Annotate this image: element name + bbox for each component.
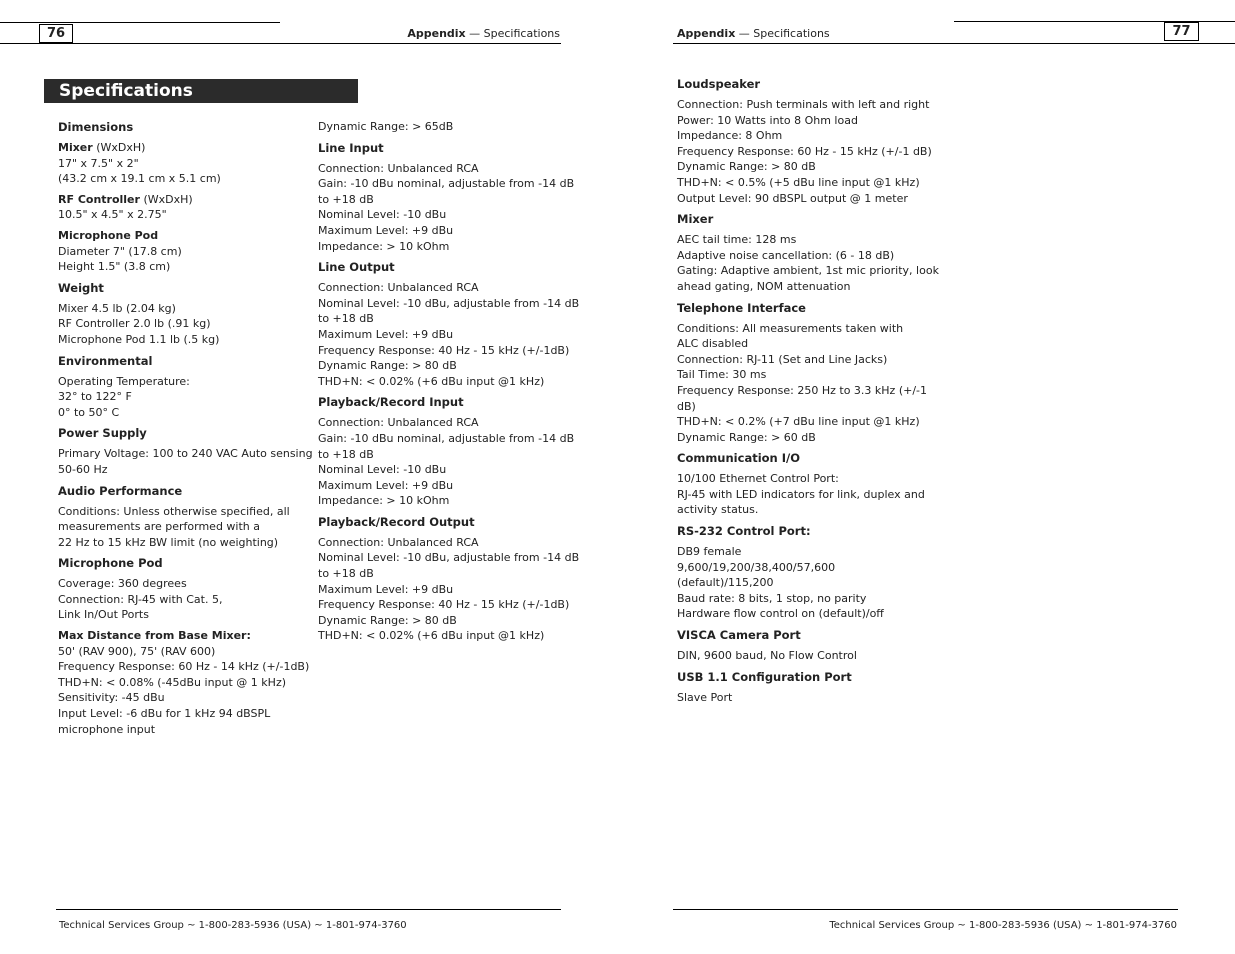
footer-rule-right	[673, 909, 1178, 910]
spec-line: (43.2 cm x 19.1 cm x 5.1 cm)	[58, 172, 221, 186]
spec-column-3	[677, 76, 939, 705]
spec-line: 10.5" x 4.5" x 2.75"	[58, 208, 167, 222]
running-header-left	[407, 27, 560, 40]
spec-heading: Microphone Pod	[58, 556, 163, 571]
spec-line: Dynamic Range: > 80 dB	[318, 613, 457, 627]
spec-line: measurements are performed with a	[58, 520, 260, 534]
spec-subheading	[58, 140, 308, 156]
spec-subheading	[58, 192, 308, 208]
spec-line: ahead gating, NOM attenuation	[677, 279, 851, 293]
spec-line: Frequency Response: 60 Hz - 14 kHz (+/-1dB)	[58, 660, 310, 674]
spec-subheading	[58, 228, 308, 244]
spec-line: Nominal Level: -10 dBu	[318, 208, 447, 222]
spec-line: 17" x 7.5" x 2"	[58, 156, 139, 170]
spec-line: Conditions: Unless otherwise specified, all	[58, 504, 290, 518]
spec-line: activity status.	[677, 503, 759, 517]
spec-heading: Dimensions	[58, 120, 134, 134]
footer-rule-left	[56, 909, 561, 910]
spec-line: THD+N: < 0.2% (+7 dBu line input @1 kHz)	[677, 415, 920, 429]
spec-heading: Telephone Interface	[677, 300, 806, 315]
spec-column-1	[58, 119, 313, 737]
spec-line: DIN, 9600 baud, No Flow Control	[677, 649, 857, 663]
spec-line: 32° to 122° F	[58, 390, 132, 404]
spec-heading: Playback/Record Input	[318, 395, 464, 410]
spec-line: to +18 dB	[318, 312, 374, 326]
spec-line: microphone input	[58, 722, 156, 736]
spec-line: 9,600/19,200/38,400/57,600	[677, 560, 836, 574]
spec-line: Impedance: > 10 kOhm	[318, 239, 450, 253]
spec-line: 50-60 Hz	[58, 462, 108, 476]
spec-line: Coverage: 360 degrees	[58, 577, 187, 591]
spec-line: Diameter 7" (17.8 cm)	[58, 244, 182, 258]
spec-heading: Line Output	[318, 260, 395, 275]
spec-subheading-label: Microphone Pod	[58, 228, 159, 242]
running-header-section: Appendix	[407, 27, 466, 40]
header-rule-top-left	[0, 22, 280, 23]
spec-line: Operating Temperature:	[58, 374, 190, 388]
spec-heading: Environmental	[58, 353, 153, 368]
spec-line: Connection: Unbalanced RCA	[318, 281, 479, 295]
spec-heading: RS-232 Control Port:	[677, 524, 811, 539]
spec-line: Dynamic Range: > 80 dB	[318, 359, 457, 373]
spec-line: Adaptive noise cancellation: (6 - 18 dB)	[677, 248, 895, 262]
spec-line: Hardware flow control on (default)/off	[677, 607, 884, 621]
spec-heading: Weight	[58, 280, 104, 295]
running-header-right	[677, 27, 830, 40]
spec-line: Mixer 4.5 lb (2.04 kg)	[58, 301, 176, 315]
footer-right: Technical Services Group ~ 1-800-283-5936 (USA) ~ 1-801-974-3760	[829, 920, 1177, 931]
spec-subheading-label: Mixer	[58, 141, 93, 154]
spec-line: Frequency Response: 250 Hz to 3.3 kHz (+/-1	[677, 383, 928, 397]
running-header-section: Appendix	[677, 27, 736, 40]
spec-line: Gain: -10 dBu nominal, adjustable from -14 dB	[318, 177, 575, 191]
spec-line: Primary Voltage: 100 to 240 VAC Auto sensing	[58, 447, 313, 461]
spec-line: Maximum Level: +9 dBu	[318, 223, 454, 237]
spec-line: Baud rate: 8 bits, 1 stop, no parity	[677, 591, 867, 605]
spec-line: Maximum Level: +9 dBu	[318, 327, 454, 341]
spec-line: Tail Time: 30 ms	[677, 368, 767, 382]
spec-line: Gain: -10 dBu nominal, adjustable from -14 dB	[318, 431, 575, 445]
spec-line: 0° to 50° C	[58, 405, 120, 419]
spec-line: Impedance: 8 Ohm	[677, 129, 783, 143]
spec-line: Output Level: 90 dBSPL output @ 1 meter	[677, 191, 908, 205]
spec-line: Connection: Unbalanced RCA	[318, 535, 479, 549]
spec-line: Nominal Level: -10 dBu, adjustable from -14 dB	[318, 296, 580, 310]
spec-line: AEC tail time: 128 ms	[677, 233, 797, 247]
spec-line: Slave Port	[677, 690, 733, 704]
spec-line: Microphone Pod 1.1 lb (.5 kg)	[58, 332, 220, 346]
footer-left: Technical Services Group ~ 1-800-283-5936 (USA) ~ 1-801-974-3760	[59, 920, 407, 931]
spec-heading: Loudspeaker	[677, 77, 761, 91]
spec-line: Impedance: > 10 kOhm	[318, 494, 450, 508]
spec-heading: USB 1.1 Configuration Port	[677, 669, 852, 684]
header-rule-left	[0, 43, 561, 44]
spec-line: RF Controller 2.0 lb (.91 kg)	[58, 317, 211, 331]
spec-heading: Line Input	[318, 140, 384, 155]
running-header-separator: —	[738, 27, 750, 40]
spec-line: Sensitivity: -45 dBu	[58, 691, 165, 705]
spec-line: Connection: Unbalanced RCA	[318, 161, 479, 175]
spec-line: THD+N: < 0.02% (+6 dBu input @1 kHz)	[318, 374, 545, 388]
spec-line: DB9 female	[677, 545, 742, 559]
running-header-title: Specifications	[753, 27, 830, 40]
spec-line: 10/100 Ethernet Control Port:	[677, 472, 839, 486]
spec-line: Height 1.5" (3.8 cm)	[58, 260, 171, 274]
spec-subheading-label: RF Controller	[58, 192, 140, 206]
spec-subheading-note: (WxDxH)	[92, 141, 146, 154]
spec-line: Maximum Level: +9 dBu	[318, 582, 454, 596]
spec-subheading-label: Max Distance from Base Mixer:	[58, 629, 251, 643]
spec-line: THD+N: < 0.08% (-45dBu input @ 1 kHz)	[58, 675, 287, 689]
header-rule-right	[673, 43, 1235, 44]
spec-line: Dynamic Range: > 65dB	[318, 120, 454, 133]
spec-heading: Power Supply	[58, 426, 147, 441]
spec-line: dB)	[677, 399, 696, 413]
spec-line: to +18 dB	[318, 192, 374, 206]
spec-column-2	[318, 119, 580, 644]
spec-line: (default)/115,200	[677, 576, 774, 590]
spec-heading: Playback/Record Output	[318, 514, 475, 529]
spec-heading: Mixer	[677, 212, 714, 227]
page-number-right: 77	[1164, 22, 1199, 41]
spec-line: Conditions: All measurements taken with	[677, 321, 904, 335]
section-title-banner: Specifications	[44, 79, 358, 103]
spec-line: Dynamic Range: > 80 dB	[677, 160, 816, 174]
spec-line: Gating: Adaptive ambient, 1st mic priority, look	[677, 264, 939, 278]
spec-line: to +18 dB	[318, 567, 374, 581]
spec-line: Power: 10 Watts into 8 Ohm load	[677, 113, 858, 127]
spec-line: Link In/Out Ports	[58, 608, 149, 622]
spec-heading: Communication I/O	[677, 451, 800, 466]
spec-line: THD+N: < 0.5% (+5 dBu line input @1 kHz)	[677, 175, 920, 189]
spec-line: Connection: Push terminals with left and right	[677, 98, 930, 111]
spec-line: 50' (RAV 900), 75' (RAV 600)	[58, 644, 216, 658]
spec-line: Input Level: -6 dBu for 1 kHz 94 dBSPL	[58, 707, 271, 721]
spec-line: THD+N: < 0.02% (+6 dBu input @1 kHz)	[318, 629, 545, 643]
page-number-left: 76	[39, 24, 73, 43]
spec-line: ALC disabled	[677, 337, 749, 351]
spec-heading: VISCA Camera Port	[677, 628, 801, 643]
spec-line: Connection: RJ-11 (Set and Line Jacks)	[677, 352, 888, 366]
running-header-title: Specifications	[483, 27, 560, 40]
spec-subheading-note: (WxDxH)	[139, 192, 193, 206]
spec-line: RJ-45 with LED indicators for link, duplex and	[677, 487, 925, 501]
spec-line: Frequency Response: 60 Hz - 15 kHz (+/-1 dB)	[677, 144, 932, 158]
spec-subheading	[58, 628, 308, 644]
spec-line: to +18 dB	[318, 447, 374, 461]
spec-line: Nominal Level: -10 dBu, adjustable from -14 dB	[318, 551, 580, 565]
running-header-separator: —	[469, 27, 481, 40]
spec-line: 22 Hz to 15 kHz BW limit (no weighting)	[58, 535, 279, 549]
spec-line: Dynamic Range: > 60 dB	[677, 430, 816, 444]
spec-line: Connection: Unbalanced RCA	[318, 416, 479, 430]
spec-heading: Audio Performance	[58, 483, 183, 498]
spec-line: Frequency Response: 40 Hz - 15 kHz (+/-1dB)	[318, 598, 570, 612]
spec-line: Nominal Level: -10 dBu	[318, 463, 447, 477]
spec-line: Maximum Level: +9 dBu	[318, 478, 454, 492]
spec-line: Connection: RJ-45 with Cat. 5,	[58, 592, 223, 606]
spec-line: Frequency Response: 40 Hz - 15 kHz (+/-1dB)	[318, 343, 570, 357]
